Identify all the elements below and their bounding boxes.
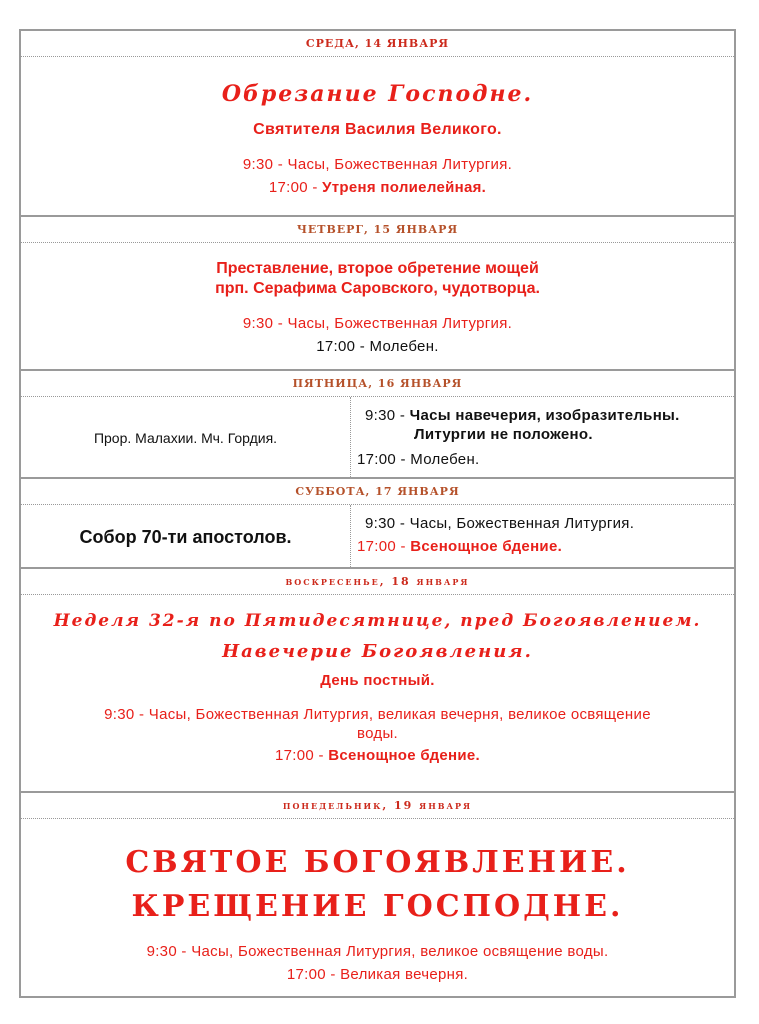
- service-line: [365, 407, 734, 424]
- feast-title: [21, 259, 734, 299]
- saints-text: Прор. Малахии. Мч. Гордия.: [93, 430, 278, 446]
- service-text: Часы, Божественная Литургия, великое освящение воды.: [191, 943, 609, 960]
- day-monday: [21, 791, 734, 998]
- feast-subtitle: День постный.: [320, 672, 435, 689]
- service-text: Часы, Божественная Литургия.: [409, 515, 635, 532]
- service-line: [21, 179, 734, 196]
- service-time: 9:30 -: [365, 515, 406, 532]
- service-text: Часы, Божественная Литургия, великая вечерня, великое освящение: [148, 706, 651, 723]
- day-header: понедельник, 19 января: [21, 793, 734, 819]
- service-line: [357, 538, 734, 555]
- service-text: Молебен.: [410, 451, 480, 468]
- service-time: 9:30 -: [242, 315, 284, 332]
- service-text-cont: Литургии не положено.: [414, 426, 593, 443]
- saints-cell: [21, 397, 351, 479]
- schedule-frame: [19, 29, 736, 998]
- feast-title-line: прп. Серафима Саровского, чудотворца.: [215, 280, 540, 297]
- day-thursday: [21, 215, 734, 371]
- feast-subtitle: Святителя Василия Великого.: [253, 121, 502, 138]
- services-cell: [351, 505, 734, 569]
- service-line: [21, 966, 734, 983]
- service-text: Часы, Божественная Литургия.: [287, 156, 513, 173]
- service-text: Всенощное бдение.: [328, 747, 481, 764]
- day-saturday: [21, 477, 734, 569]
- service-time: 9:30 -: [365, 407, 406, 424]
- service-text: Всенощное бдение.: [410, 538, 563, 555]
- feast-title: [21, 841, 734, 929]
- service-time: 9:30 -: [146, 943, 187, 960]
- day-wednesday: [21, 31, 734, 215]
- service-line: [21, 747, 734, 764]
- service-line: [21, 156, 734, 173]
- service-time: 17:00 -: [286, 966, 336, 983]
- service-text-cont: воды.: [356, 725, 398, 742]
- service-text: Великая вечерня.: [340, 966, 469, 983]
- saints-text: Собор 70-ти апостолов.: [79, 526, 292, 547]
- service-line: [365, 515, 734, 532]
- feast-title-line: СВЯТОЕ БОГОЯВЛЕНИЕ.: [125, 845, 630, 880]
- feast-title: Неделя 32-я по Пятидесятнице, пред Богоявлением.: [53, 611, 702, 631]
- service-line: [21, 338, 734, 355]
- service-time: 17:00 -: [357, 538, 406, 555]
- service-line: [21, 315, 734, 332]
- service-line: [357, 451, 734, 468]
- feast-title: Обрезание Господне.: [221, 81, 534, 107]
- service-text: Молебен.: [369, 338, 439, 355]
- day-sunday: [21, 567, 734, 793]
- service-line: [21, 943, 734, 960]
- service-time: 9:30 -: [242, 156, 284, 173]
- day-header: ПЯТНИЦА, 16 ЯНВАРЯ: [21, 371, 734, 397]
- service-text: Часы, Божественная Литургия.: [287, 315, 513, 332]
- day-header: ЧЕТВЕРГ, 15 ЯНВАРЯ: [21, 217, 734, 243]
- saints-cell: [21, 505, 351, 569]
- service-time: 9:30 -: [104, 706, 145, 723]
- feast-title-2: Навечерие Богоявления.: [222, 641, 533, 662]
- feast-title-line: КРЕЩЕНИЕ ГОСПОДНЕ.: [131, 889, 624, 924]
- day-friday: [21, 369, 734, 479]
- services-cell: [351, 397, 734, 479]
- service-time: 17:00 -: [357, 451, 406, 468]
- service-time: 17:00 -: [274, 747, 324, 764]
- feast-title-line: Преставление, второе обретение мощей: [216, 260, 539, 277]
- day-header: СРЕДА, 14 ЯНВАРЯ: [21, 31, 734, 57]
- service-text: Часы навечерия, изобразительны.: [409, 407, 680, 424]
- service-text: Утреня полиелейная.: [322, 179, 487, 196]
- service-time: 17:00 -: [268, 179, 318, 196]
- day-header: воскресенье, 18 января: [21, 569, 734, 595]
- service-line: [21, 705, 734, 743]
- day-header: СУББОТА, 17 ЯНВАРЯ: [21, 479, 734, 505]
- service-time: 17:00 -: [316, 338, 366, 355]
